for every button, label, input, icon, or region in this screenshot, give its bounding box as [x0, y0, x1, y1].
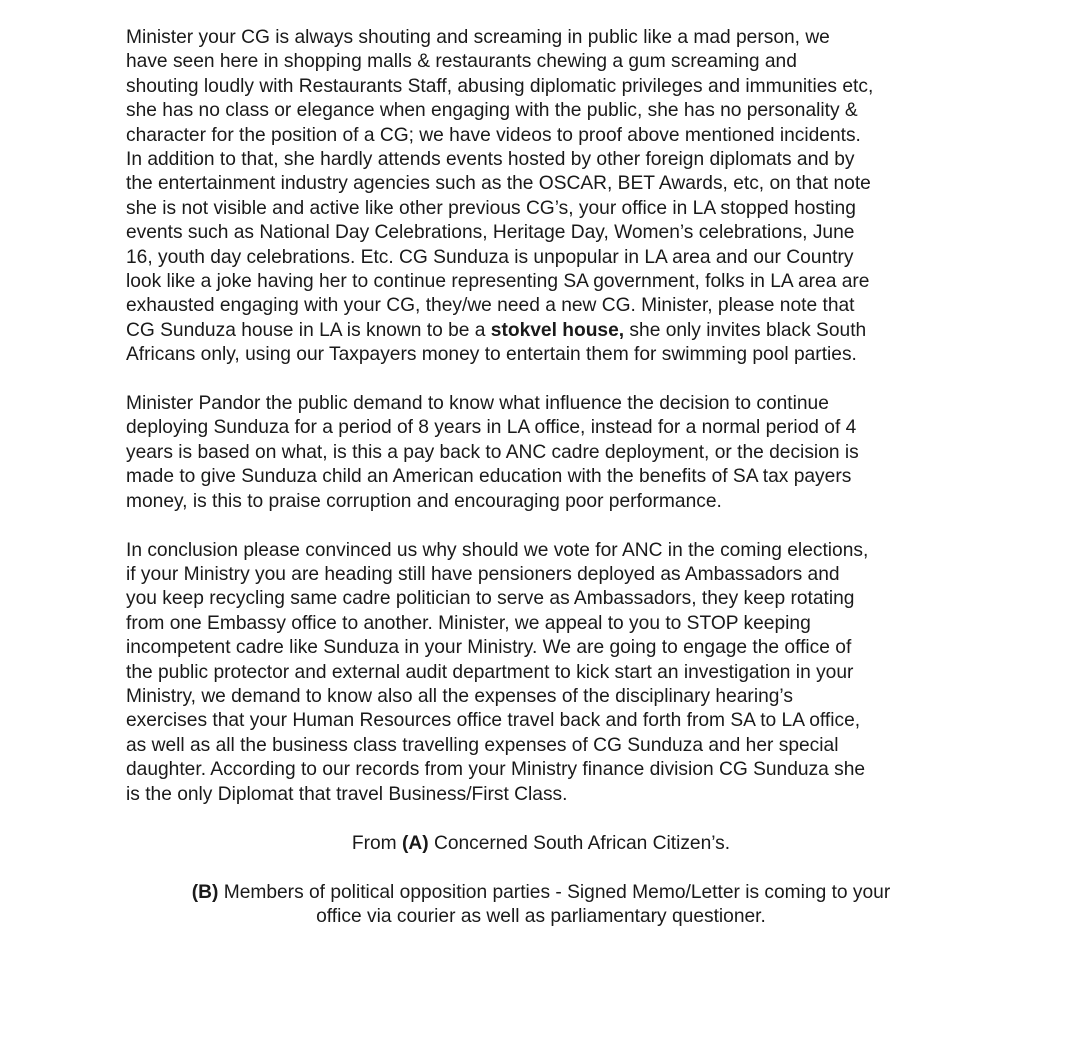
text-line: look like a joke having her to continue representing SA government, folks in LA area are [126, 271, 870, 293]
paragraph-spacer [126, 514, 956, 538]
text-line: have seen here in shopping malls & restaurants chewing a gum screaming and [126, 51, 797, 73]
text-line: Minister your CG is always shouting and screaming in public like a mad person, we [126, 27, 830, 48]
text-line: Minister Pandor the public demand to know what influence the decision to continue [126, 393, 829, 415]
text-line: money, is this to praise corruption and encouraging poor performance. [126, 490, 722, 512]
paragraph-conclusion [126, 539, 956, 807]
text-segment: she only invites black South [624, 319, 867, 341]
paragraph-deployment-question [126, 392, 956, 514]
marker-a: (A) [401, 832, 429, 854]
bold-phrase: stokvel house, [490, 319, 625, 341]
text-line: deploying Sunduza for a period of 8 years in LA office, instead for a normal period of 4 [126, 417, 857, 439]
letter-page [126, 26, 956, 929]
text-line: exhausted engaging with your CG, they/we need a new CG. Minister, please note that [126, 295, 855, 317]
opposition-line-1 [126, 881, 956, 905]
marker-b: (B) [191, 881, 219, 903]
text-line: the entertainment industry agencies such as the OSCAR, BET Awards, etc, on that note [126, 173, 871, 195]
from-prefix: From [351, 832, 402, 854]
signature-from [126, 832, 956, 856]
text-line: she is not visible and active like other previous CG’s, your office in LA stopped hosting [126, 197, 856, 219]
text-line: incompetent cadre like Sunduza in your Ministry. We are going to engage the office of [126, 637, 852, 659]
text-line: Ministry, we demand to know also all the expenses of the disciplinary hearing’s [126, 685, 793, 707]
text-line: you keep recycling same cadre politician to serve as Ambassadors, they keep rotating [126, 588, 855, 610]
paragraph-complaint-behavior [126, 26, 956, 368]
text-line: is the only Diplomat that travel Business/First Class. [126, 783, 568, 805]
text-line: events such as National Day Celebrations, Heritage Day, Women’s celebrations, June [126, 222, 855, 244]
paragraph-spacer [126, 368, 956, 392]
text-line: the public protector and external audit department to kick start an investigation in your [126, 661, 854, 683]
from-text: Concerned South African Citizen’s. [428, 832, 731, 854]
text-line: 16, youth day celebrations. Etc. CG Sunduza is unpopular in LA area and our Country [126, 246, 854, 268]
text-line: years is based on what, is this a pay back to ANC cadre deployment, or the decision is [126, 441, 859, 463]
text-line: In conclusion please convinced us why should we vote for ANC in the coming elections, [126, 539, 869, 561]
opposition-line-2: office via courier as well as parliamentary questioner. [316, 905, 766, 927]
from-line [126, 832, 956, 856]
text-line: daughter. According to our records from your Ministry finance division CG Sunduza she [126, 759, 866, 781]
text-line: she has no class or elegance when engaging with the public, she has no personality & [126, 100, 858, 122]
text-line-with-bold [126, 319, 956, 343]
text-line: as well as all the business class travelling expenses of CG Sunduza and her special [126, 734, 839, 756]
text-line: character for the position of a CG; we have videos to proof above mentioned incidents. [126, 124, 861, 146]
text-segment: CG Sunduza house in LA is known to be a [126, 319, 491, 341]
text-line: In addition to that, she hardly attends events hosted by other foreign diplomats and by [126, 149, 855, 171]
text-line: Africans only, using our Taxpayers money to entertain them for swimming pool parties. [126, 344, 857, 366]
text-line: shouting loudly with Restaurants Staff, abusing diplomatic privileges and immunities etc, [126, 75, 874, 97]
text-line: if your Ministry you are heading still have pensioners deployed as Ambassadors and [126, 563, 840, 585]
text-line: exercises that your Human Resources office travel back and forth from SA to LA office, [126, 710, 861, 732]
text-line: made to give Sunduza child an American education with the benefits of SA tax payers [126, 466, 852, 488]
opposition-text: Members of political opposition parties - Signed Memo/Letter is coming to your [218, 881, 891, 903]
signature-opposition [126, 881, 956, 930]
text-line: from one Embassy office to another. Minister, we appeal to you to STOP keeping [126, 612, 811, 634]
